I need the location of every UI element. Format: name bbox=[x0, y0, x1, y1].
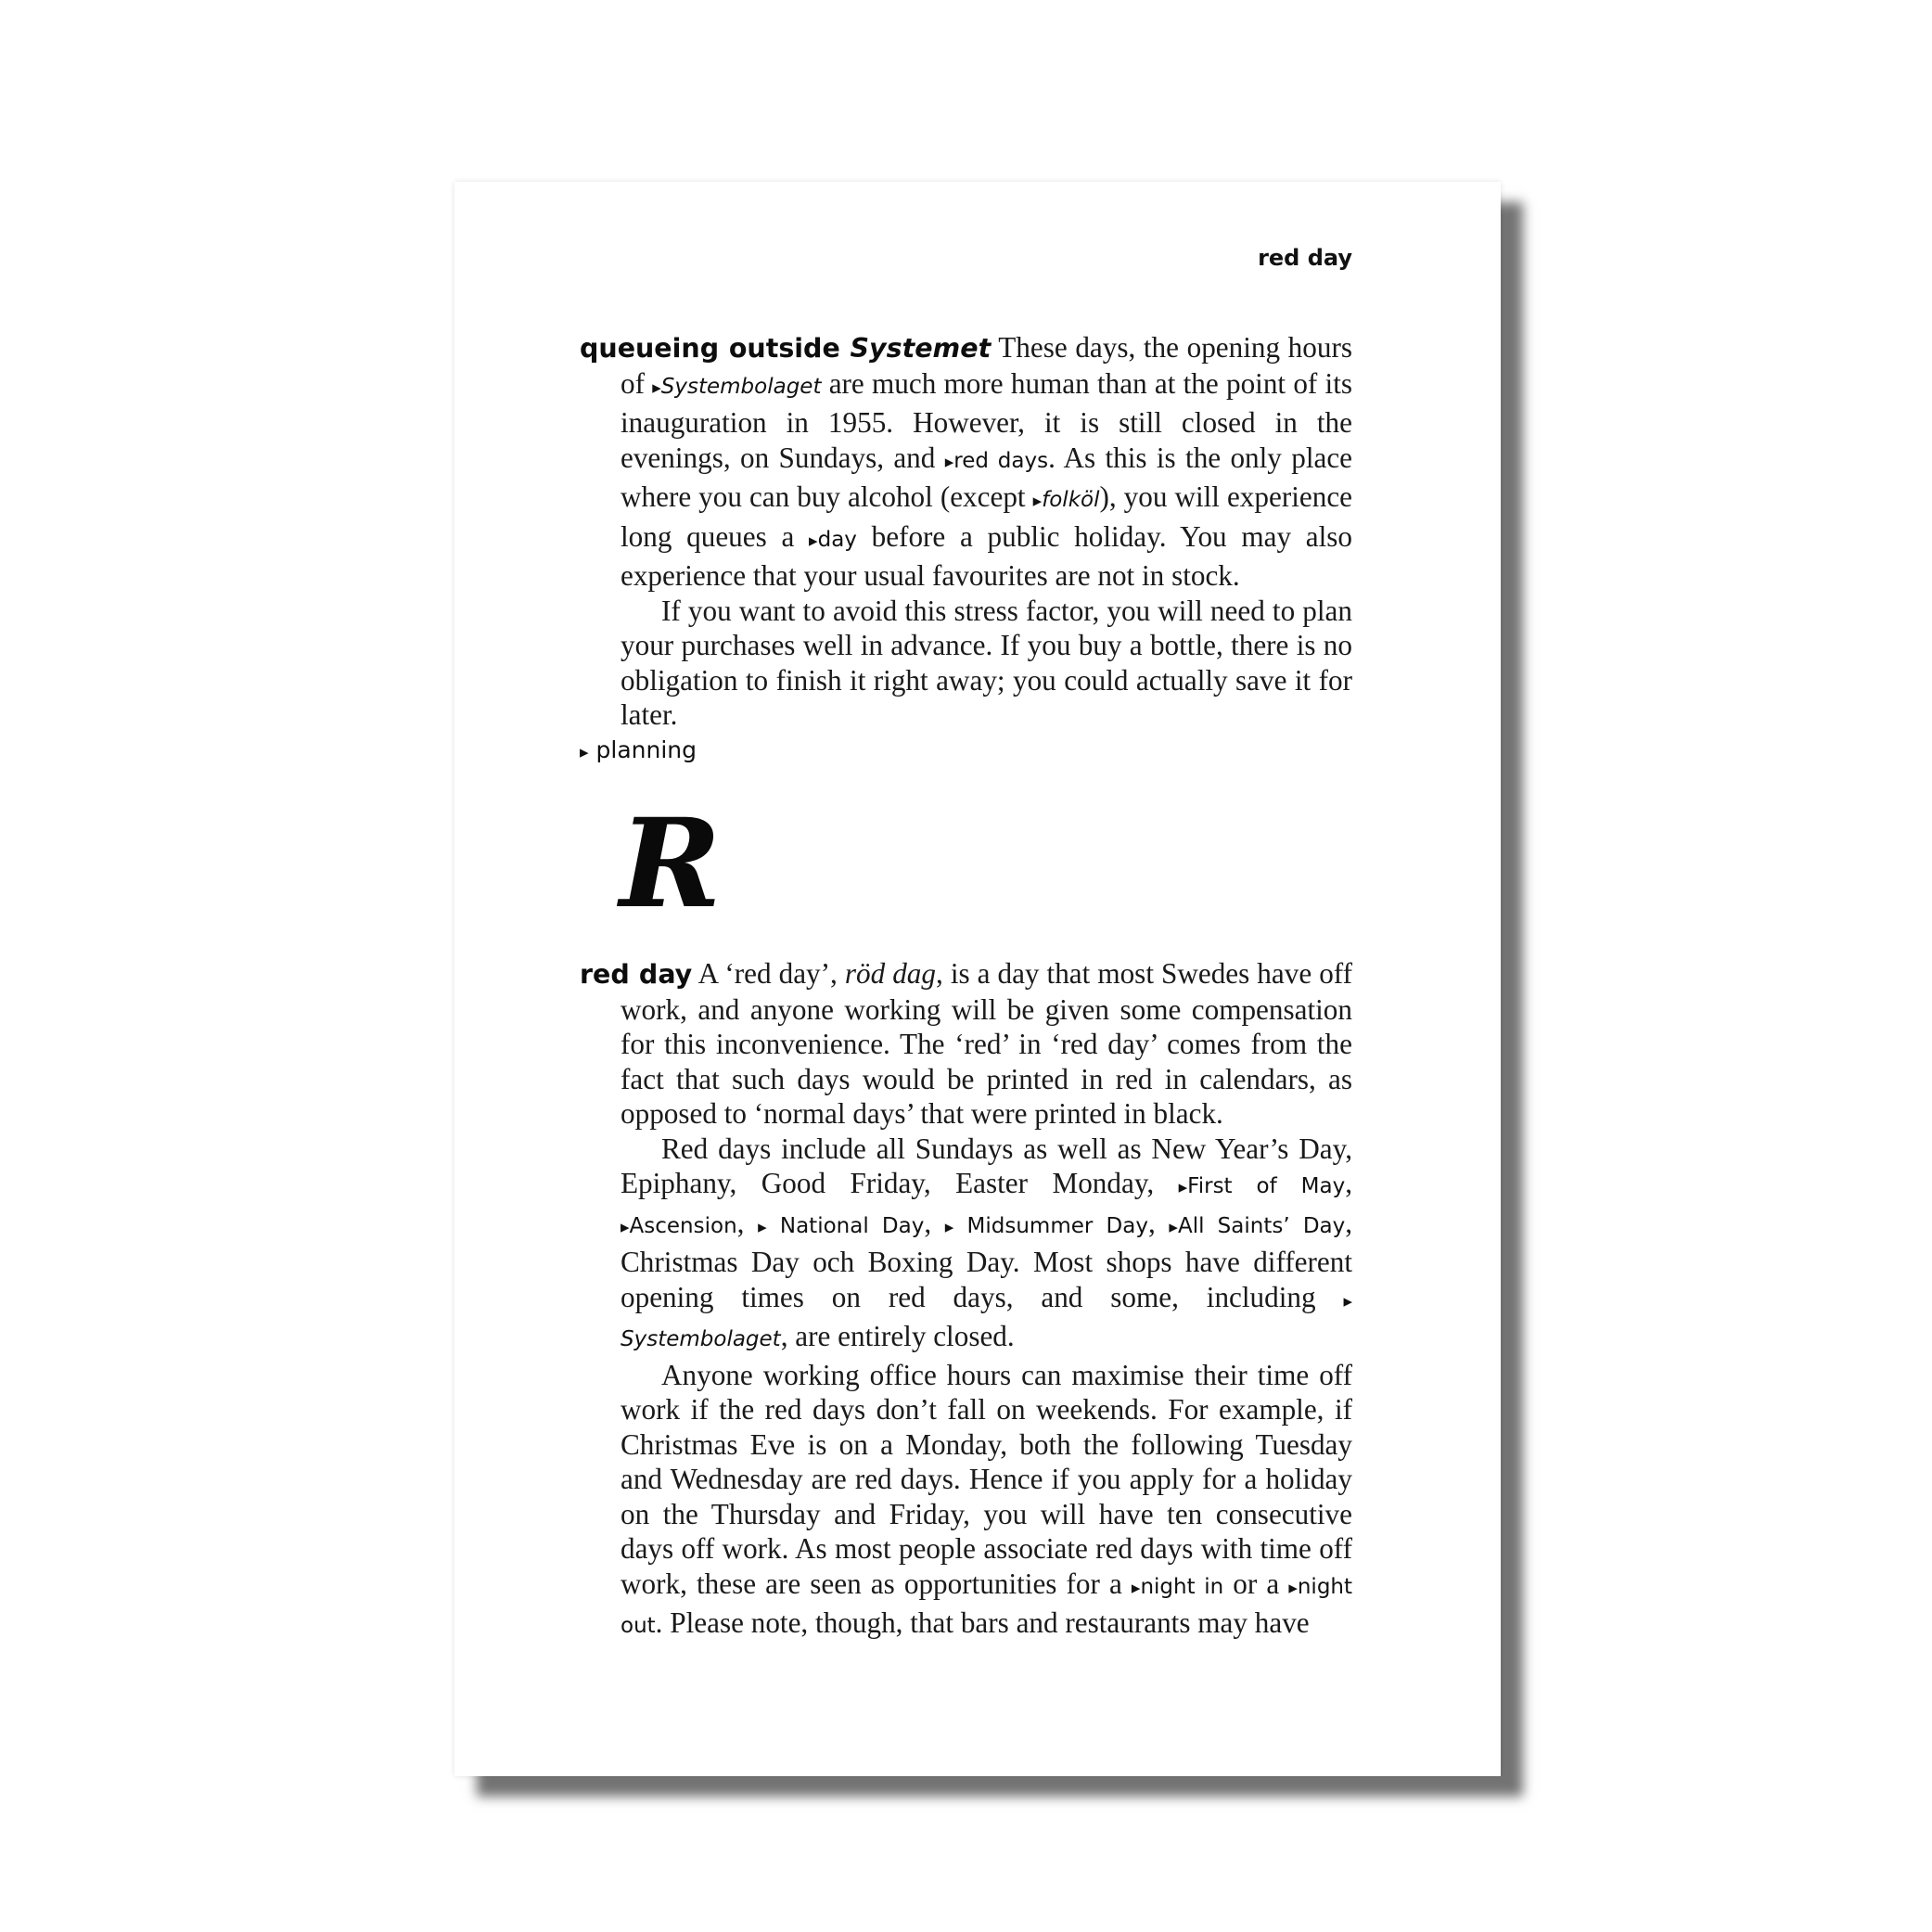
headword: queueing outside Systemet bbox=[580, 333, 992, 364]
arrow-icon: ▸ bbox=[944, 451, 954, 472]
cross-reference-link[interactable]: ▸Ascension bbox=[621, 1213, 737, 1238]
cross-reference-link[interactable]: ▸First of May bbox=[1178, 1174, 1346, 1198]
entry-paragraph: Anyone working office hours can maximise their time off work if the red days don’t fall on weekends. For example, if Christmas Eve is on a Monday, both the following Tuesday and Wednesday are red days. Hence if you apply for a holiday on the Thursday and Friday, you will have ten consecutive days off work. As most people associate red days with time off work, these are seen as opportunities for a ▸night in or a ▸night out. Please note, though, that bars and restaurants may have bbox=[621, 1358, 1353, 1639]
arrow-icon: ▸ bbox=[1288, 1577, 1298, 1598]
arrow-icon: ▸ bbox=[580, 741, 589, 762]
entry-paragraph: queueing outside Systemet These days, the opening hours of ▸Systembolaget are much more human than at the point of its inauguration in 1955. However, it is still closed in the evenings, on Sundays, and ▸red days. As this is the only place where you can buy alcohol (except ▸folköl), you will experience long queues a ▸day before a public holiday. You may also experience that your usual favourites are not in stock. bbox=[580, 331, 1353, 592]
entry-paragraph: red day A ‘red day’, röd dag, is a day that most Swedes have off work, and anyone working will be given some compensation for this inconvenience. The ‘red’ in ‘red day’ comes from the fact that such days would be printed in red in calendars, as opposed to ‘normal days’ that were printed in black. bbox=[580, 957, 1353, 1130]
cross-reference-link[interactable]: ▸day bbox=[809, 527, 857, 552]
arrow-icon: ▸ bbox=[1169, 1216, 1178, 1237]
cross-reference-link[interactable]: ▸ Midsummer Day bbox=[944, 1213, 1148, 1238]
arrow-icon: ▸ bbox=[652, 377, 661, 398]
cross-reference-link[interactable]: ▸ Systembolaget bbox=[621, 1290, 1353, 1351]
cross-reference-link[interactable]: ▸ National Day bbox=[758, 1213, 925, 1238]
see-also-link[interactable]: ▸ planning bbox=[580, 736, 697, 763]
arrow-icon: ▸ bbox=[621, 1216, 630, 1237]
arrow-icon: ▸ bbox=[809, 530, 818, 551]
headword: red day bbox=[580, 959, 693, 990]
arrow-icon: ▸ bbox=[758, 1216, 767, 1237]
entry-paragraph: If you want to avoid this stress factor, you will need to plan your purchases well in advance. If you buy a bottle, there is no obligation to finish it right away; you could actually save it for later. bbox=[621, 594, 1352, 731]
cross-reference-link[interactable]: ▸All Saints’ Day bbox=[1169, 1213, 1346, 1238]
arrow-icon: ▸ bbox=[1032, 491, 1043, 511]
entry-queueing-outside-systemet bbox=[580, 330, 1352, 770]
cross-reference-link[interactable]: ▸night out bbox=[621, 1574, 1353, 1638]
arrow-icon: ▸ bbox=[944, 1216, 954, 1237]
cross-reference-link[interactable]: ▸folköl bbox=[1032, 488, 1100, 512]
entry-paragraph: Red days include all Sundays as well as New Year’s Day, Epiphany, Good Friday, Easter Monday, ▸First of May, ▸Ascension, ▸ National Day, ▸ Midsummer Day, ▸All Saints’ Day, Christmas Day och Boxing Day. Most shops have different opening times on red days, and some, including ▸ Systembolaget, are entirely closed. bbox=[621, 1132, 1353, 1352]
cross-reference-link[interactable]: ▸night in bbox=[1131, 1574, 1224, 1599]
arrow-icon: ▸ bbox=[1178, 1177, 1188, 1197]
cross-reference-link[interactable]: ▸red days bbox=[944, 448, 1049, 473]
entry-red-day bbox=[580, 956, 1352, 1644]
arrow-icon: ▸ bbox=[1131, 1577, 1141, 1598]
section-letter: R bbox=[620, 792, 722, 936]
cross-reference-link[interactable]: ▸Systembolaget bbox=[652, 374, 822, 399]
arrow-icon: ▸ bbox=[1343, 1290, 1353, 1311]
running-head: red day bbox=[1258, 245, 1352, 271]
